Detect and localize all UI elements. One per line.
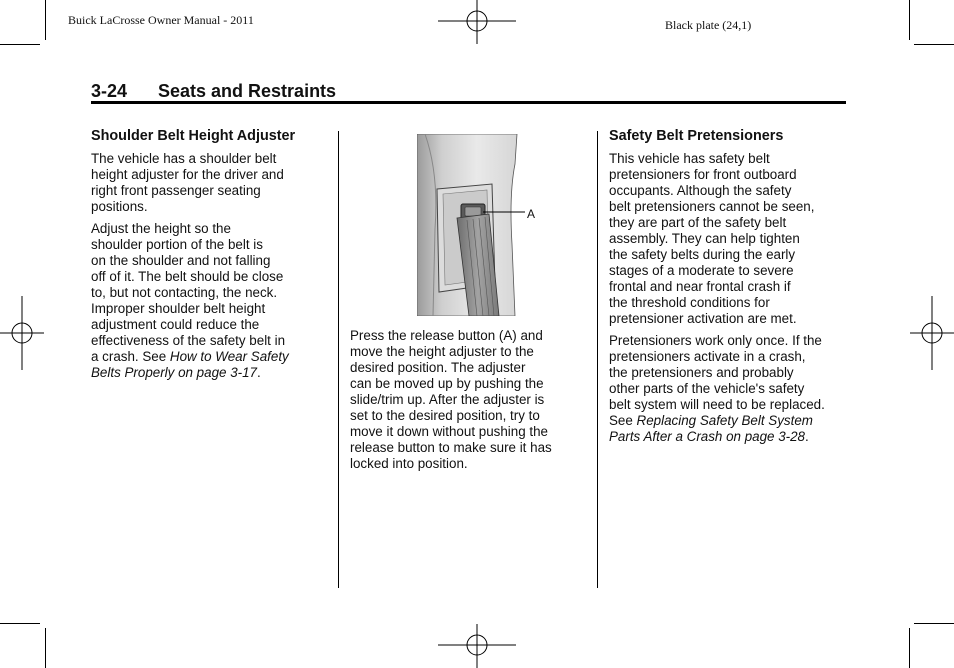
section-rule (91, 101, 846, 104)
registration-mark-right (910, 296, 954, 370)
text-fragment: . (805, 429, 809, 444)
text-line: can be moved up by pushing the (350, 376, 544, 391)
text-line: Adjust the height so the (91, 221, 231, 236)
text-line-with-link (609, 429, 849, 445)
cross-reference-link[interactable]: Replacing Safety Belt System (636, 413, 813, 428)
text-line: locked into position. (350, 456, 468, 471)
paragraph-pretensioners-once (609, 333, 849, 445)
running-header-left: Buick LaCrosse Owner Manual - 2011 (68, 13, 254, 27)
text-line: move it down without pushing the (350, 424, 549, 439)
text-line: positions. (91, 199, 148, 214)
column-pretensioners (609, 127, 849, 451)
text-line: other parts of the vehicle's safety (609, 381, 805, 396)
text-line: height adjuster for the driver and (91, 167, 284, 182)
section-title: Seats and Restraints (158, 81, 337, 101)
text-line: occupants. Although the safety (609, 183, 792, 198)
text-line: assembly. They can help tighten (609, 231, 800, 246)
text-line: the pretensioners and probably (609, 365, 794, 380)
text-line: right front passenger seating (91, 183, 261, 198)
text-line: the safety belts during the early (609, 247, 796, 262)
heading-safety-belt-pretensioners: Safety Belt Pretensioners (609, 128, 784, 144)
text-line: effectiveness of the safety belt in (91, 333, 286, 348)
text-line: desired position. The adjuster (350, 360, 526, 375)
text-fragment: a crash. See (91, 349, 170, 364)
text-line: Press the release button (A) and (350, 328, 543, 343)
text-line: to, but not contacting, the neck. (91, 285, 278, 300)
text-line: belt system will need to be replaced. (609, 397, 825, 412)
column-divider-left (338, 131, 339, 588)
text-line: stages of a moderate to severe (609, 263, 794, 278)
column-divider-right (597, 131, 598, 588)
paragraph-adjust-height (91, 221, 331, 381)
text-line: release button to make sure it has (350, 440, 552, 455)
column-adjuster-instructions (350, 328, 590, 478)
paragraph-adjuster-intro (91, 151, 331, 215)
text-fragment: . (257, 365, 261, 380)
registration-mark-bottom (438, 624, 516, 668)
text-line: on the shoulder and not falling (91, 253, 271, 268)
cross-reference-link[interactable]: Belts Properly on page 3-17 (91, 365, 257, 380)
running-header-right: Black plate (24,1) (665, 18, 752, 32)
text-line: The vehicle has a shoulder belt (91, 151, 277, 166)
text-line: they are part of the safety belt (609, 215, 787, 230)
text-line: This vehicle has safety belt (609, 151, 770, 166)
text-line-with-link (91, 349, 331, 365)
text-line: pretensioner activation are met. (609, 311, 797, 326)
text-line: off of it. The belt should be close (91, 269, 284, 284)
cross-reference-link[interactable]: Parts After a Crash on page 3-28 (609, 429, 806, 444)
figure-callout-label: A (527, 207, 536, 221)
text-line: Improper shoulder belt height (91, 301, 266, 316)
text-line: pretensioners activate in a crash, (609, 349, 806, 364)
text-line: belt pretensioners cannot be seen, (609, 199, 815, 214)
text-line: the threshold conditions for (609, 295, 770, 310)
registration-mark-left (0, 296, 44, 370)
cross-reference-link[interactable]: How to Wear Safety (169, 349, 289, 364)
paragraph-release-button (350, 328, 590, 472)
belt-adjuster-illustration (417, 134, 544, 316)
paragraph-pretensioners-intro (609, 151, 849, 327)
text-line: Pretensioners work only once. If the (609, 333, 822, 348)
text-line: adjustment could reduce the (91, 317, 260, 332)
text-line-with-link (91, 365, 331, 381)
text-line: frontal and near frontal crash if (609, 279, 791, 294)
section-number: 3-24 (91, 81, 128, 101)
text-line-with-link (609, 413, 849, 429)
text-line: shoulder portion of the belt is (91, 237, 263, 252)
text-fragment: See (609, 413, 637, 428)
text-line: slide/trim up. After the adjuster is (350, 392, 545, 407)
heading-shoulder-belt-height-adjuster: Shoulder Belt Height Adjuster (91, 128, 296, 144)
text-line: set to the desired position, try to (350, 408, 540, 423)
column-shoulder-belt (91, 127, 331, 387)
registration-mark-top (438, 0, 516, 44)
section-header (91, 80, 846, 106)
text-line: move the height adjuster to the (350, 344, 534, 359)
text-line: pretensioners for front outboard (609, 167, 797, 182)
